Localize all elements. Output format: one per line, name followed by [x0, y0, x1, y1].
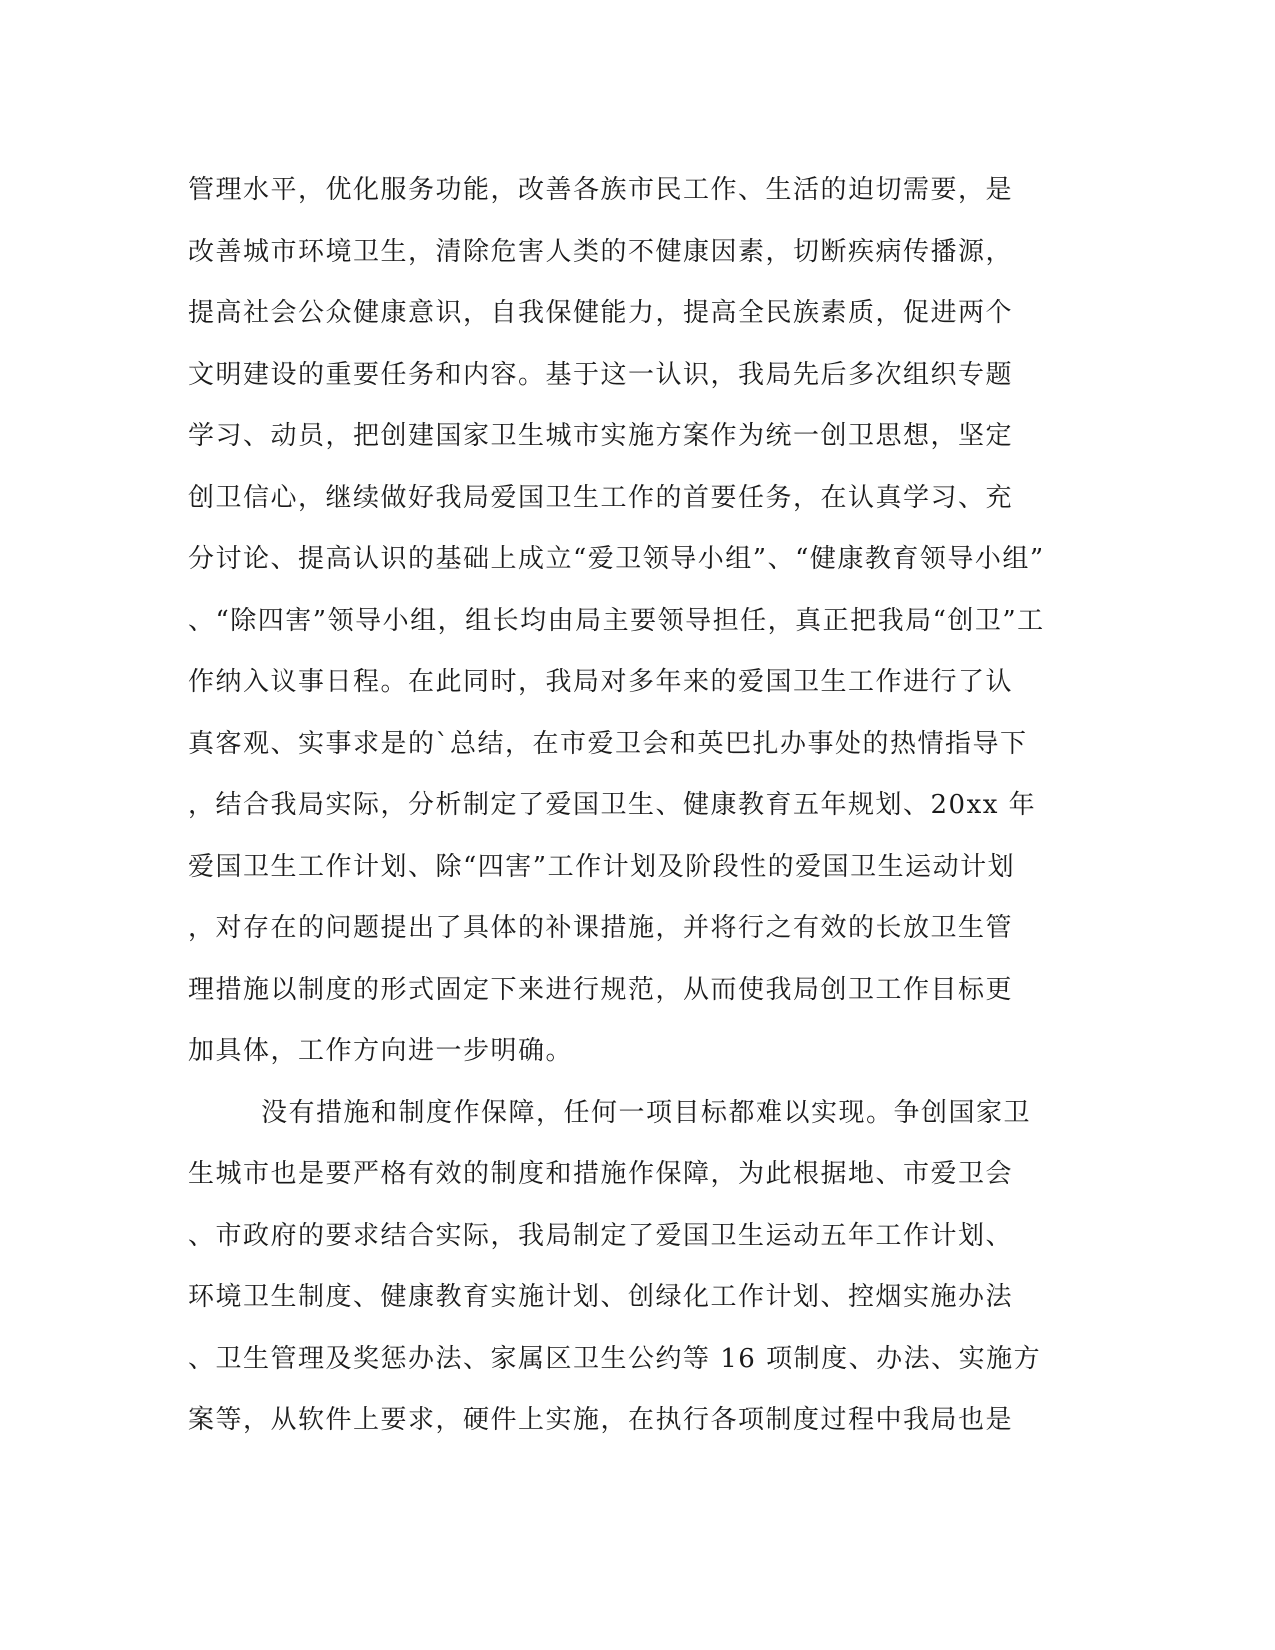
text-line: 真客观、实事求是的`总结，在市爱卫会和英巴扎办事处的热情指导下: [188, 728, 1028, 759]
text-line: 分讨论、提高认识的基础上成立“爱卫领导小组”、“健康教育领导小组”: [188, 544, 1045, 574]
text-line: 文明建设的重要任务和内容。基于这一认识，我局先后多次组织专题: [188, 359, 1014, 390]
text-line: 、“除四害”领导小组，组长均由局主要领导担任，真正把我局“创卫”工: [188, 605, 1045, 636]
text-line: 环境卫生制度、健康教育实施计划、创绿化工作计划、控烟实施办法: [188, 1282, 1014, 1312]
text-line: ，结合我局实际，分析制定了爱国卫生、健康教育五年规划、20xx 年: [188, 790, 1037, 820]
text-line: 管理水平，优化服务功能，改善各族市民工作、生活的迫切需要，是: [188, 175, 1014, 205]
text-line: 爱国卫生工作计划、除“四害”工作计划及阶段性的爱国卫生运动计划: [188, 851, 1016, 882]
text-line: 改善城市环境卫生，清除危害人类的不健康因素，切断疾病传播源，: [188, 236, 1014, 267]
text-line: 加具体，工作方向进一步明确。: [188, 1036, 574, 1066]
text-line: 学习、动员，把创建国家卫生城市实施方案作为统一创卫思想，坚定: [188, 421, 1014, 451]
text-line: 、市政府的要求结合实际，我局制定了爱国卫生运动五年工作计划、: [188, 1220, 1014, 1251]
text-line: 案等，从软件上要求，硬件上实施，在执行各项制度过程中我局也是: [188, 1405, 1014, 1435]
text-line: 生城市也是要严格有效的制度和措施作保障，为此根据地、市爱卫会: [188, 1159, 1014, 1189]
text-line: 作纳入议事日程。在此同时，我局对多年来的爱国卫生工作进行了认: [188, 667, 1014, 697]
text-line: 创卫信心，继续做好我局爱国卫生工作的首要任务，在认真学习、充: [188, 482, 1014, 513]
text-line: 提高社会公众健康意识，自我保健能力，提高全民族素质，促进两个: [188, 298, 1014, 328]
text-line: ，对存在的问题提出了具体的补课措施，并将行之有效的长放卫生管: [188, 913, 1014, 943]
paragraph-start-line: 没有措施和制度作保障，任何一项目标都难以实现。争创国家卫: [261, 1097, 1032, 1128]
text-line: 、卫生管理及奖惩办法、家属区卫生公约等 16 项制度、办法、实施方: [188, 1343, 1042, 1374]
body-text: [188, 160, 1088, 1452]
text-line: 理措施以制度的形式固定下来进行规范，从而使我局创卫工作目标更: [188, 974, 1014, 1005]
